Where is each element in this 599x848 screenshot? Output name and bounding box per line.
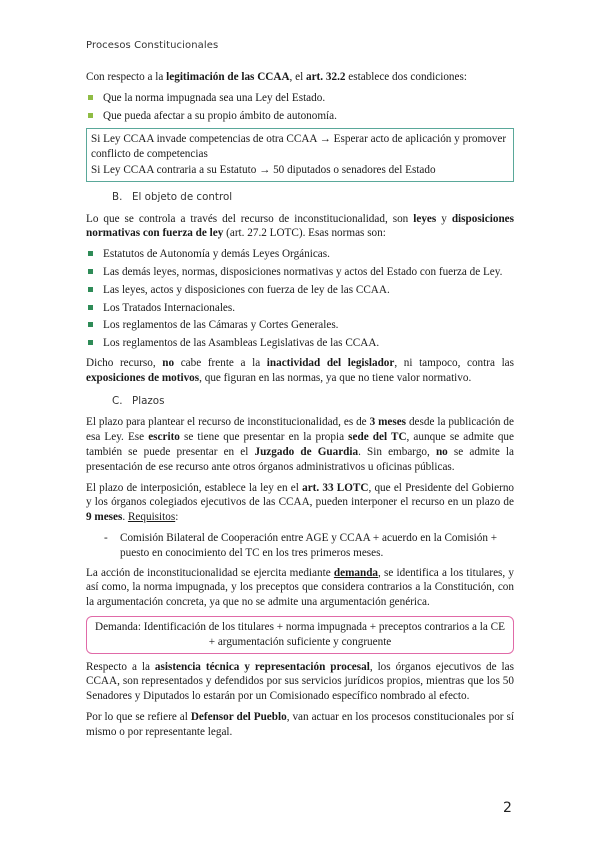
objeto-paragraph (86, 212, 514, 242)
text: , ni tampoco, contra las (394, 356, 514, 369)
square-bullet-icon (88, 113, 93, 118)
text: Respecto a la (86, 660, 155, 673)
demanda-summary-box: Demanda: Identificación de los titulares + norma impugnada + preceptos contrarios a la CE + argumentación suficiente y congruente (86, 616, 514, 654)
text: , que el Presidente del Gobierno y los órganos colegiados ejecutivos de las CCAA, pueden interponer el recurso en un plazo de (86, 481, 515, 509)
legitimacion-summary-box (86, 128, 514, 181)
list-item-text: Las demás leyes, normas, disposiciones normativas y actos del Estado con fuerza de Ley. (103, 265, 503, 278)
list-item-text: Comisión Bilateral de Cooperación entre AGE y CCAA + acuerdo en la Comisión + puesto en conocimiento del TC en los tres primeros meses. (120, 531, 498, 559)
text: El plazo de interposición, establece la ley en el (86, 481, 303, 494)
list-item (86, 318, 514, 333)
bold-text: escrito (148, 431, 180, 444)
text: y (436, 212, 452, 225)
bold-text: 3 meses (369, 416, 407, 429)
square-bullet-icon (88, 305, 93, 310)
plazos-paragraph-1 (86, 415, 514, 474)
list-item (86, 301, 514, 316)
plazos-paragraph-5 (86, 710, 514, 740)
running-header: Procesos Constitucionales (86, 40, 219, 51)
bold-text: art. 33 LOTC (302, 481, 369, 494)
list-item (86, 336, 514, 351)
text: . Sin embargo, (358, 445, 436, 458)
conditions-list (86, 91, 514, 124)
text: , que figuran en las normas, ya que no tiene valor normativo. (199, 371, 472, 384)
text: Dicho recurso, (86, 356, 163, 369)
objeto-note-paragraph (86, 356, 514, 386)
bold-text: inactividad del legislador (266, 356, 395, 369)
bold-text: 9 meses (86, 511, 123, 524)
list-item-text: Que la norma impugnada sea una Ley del Estado. (103, 91, 326, 104)
text: , se identifica a los titulares, y así como, la norma impugnada, y los preceptos que considera contrarios a la Constitución, con la argumentación concreta, ya que no se admite una argumentación genérica. (86, 566, 514, 609)
bold-text: asistencia técnica y representación procesal (154, 660, 370, 673)
text: El plazo para plantear el recurso de inconstitucionalidad, es de (86, 416, 370, 429)
text: , el (289, 71, 306, 83)
text: Lo que se controla a través del recurso de inconstitucionalidad, son (86, 212, 414, 225)
text: establece dos condiciones: (345, 71, 467, 83)
list-item (86, 91, 514, 106)
list-item (86, 109, 514, 124)
list-item-text: Los Tratados Internacionales. (103, 301, 236, 314)
list-item-text: Estatutos de Autonomía y demás Leyes Orgánicas. (103, 248, 330, 261)
text: (art. 27.2 LOTC). Esas normas son: (223, 227, 386, 240)
bold-text: sede del TC (348, 431, 407, 444)
square-bullet-icon (88, 269, 93, 274)
text: , van actuar en los procesos constitucionales por sí mismo o por representante legal. (86, 710, 514, 738)
list-item-text: Los reglamentos de las Asambleas Legislativas de las CCAA. (103, 337, 380, 350)
bold-text: Juzgado de Guardia (254, 445, 359, 458)
section-heading-plazos (112, 394, 514, 409)
section-heading-objeto (112, 190, 514, 205)
bold-text: Defensor del Pueblo (190, 710, 287, 723)
plazos-paragraph-3 (86, 566, 514, 610)
text: Por lo que se refiere al (86, 710, 191, 723)
bold-text: disposiciones normativas con fuerza de ley (86, 212, 514, 240)
plazos-paragraph-2 (86, 481, 514, 525)
square-bullet-icon (88, 322, 93, 327)
list-item (86, 265, 514, 280)
list-item (86, 247, 514, 262)
plazos-paragraph-4 (86, 660, 514, 704)
bold-text: exposiciones de motivos (86, 371, 200, 384)
underlined-text: Requisitos (127, 511, 176, 524)
bold-underlined-text: demanda (333, 566, 379, 579)
summary-line: Si Ley CCAA invade competencias de otra CCAA → Esperar acto de aplicación y promover conflicto de competencias (91, 133, 507, 161)
bold-text: art. 32.2 (306, 71, 346, 83)
bold-text: leyes (413, 212, 437, 225)
list-item (86, 531, 514, 561)
text: . (122, 511, 128, 524)
list-item-text: Las leyes, actos y disposiciones con fuerza de ley de las CCAA. (103, 283, 390, 296)
list-item-text: Los reglamentos de las Cámaras y Cortes Generales. (103, 319, 339, 332)
requisitos-list (86, 531, 514, 561)
section-letter: C. (112, 394, 123, 407)
dash-bullet-icon: - (104, 531, 108, 544)
text: Con respecto a la (86, 71, 167, 83)
section-title: El objeto de control (132, 190, 233, 203)
square-bullet-icon (88, 251, 93, 256)
text: , aunque se admite que también se puede presentar en el (86, 431, 514, 458)
text: se admite la presentación de ese recurso ante otros órganos administrativos u oficinas públicas. (86, 445, 514, 473)
page-content (86, 70, 514, 745)
bold-text: legitimación de las CCAA (166, 71, 290, 83)
section-letter: B. (112, 190, 123, 203)
square-bullet-icon (88, 287, 93, 292)
text: desde la publicación de esa Ley. Ese (86, 416, 514, 444)
page-number: 2 (503, 800, 512, 816)
text: cabe frente a la (174, 356, 267, 369)
summary-line: Si Ley CCAA contraria a su Estatuto → 50 diputados o senadores del Estado (91, 163, 436, 176)
text: La acción de inconstitucionalidad se ejercita mediante (86, 566, 334, 579)
list-item (86, 283, 514, 298)
square-bullet-icon (88, 340, 93, 345)
section-title: Plazos (132, 394, 165, 407)
bold-text: no (435, 445, 448, 458)
bold-text: no (162, 356, 175, 369)
normas-list (86, 247, 514, 351)
text: , los órganos ejecutivos de las CCAA, son representados y defendidos por sus servicios jurídicos propios, mientras que los 50 Senadores y Diputados lo estarán por un Comisionado específico nombrado al efecto. (86, 660, 514, 703)
legitimacion-intro (86, 70, 514, 85)
square-bullet-icon (88, 95, 93, 100)
text: : (175, 511, 179, 524)
text: se tiene que presentar en la propia (179, 431, 349, 444)
list-item-text: Que pueda afectar a su propio ámbito de autonomía. (103, 109, 337, 122)
